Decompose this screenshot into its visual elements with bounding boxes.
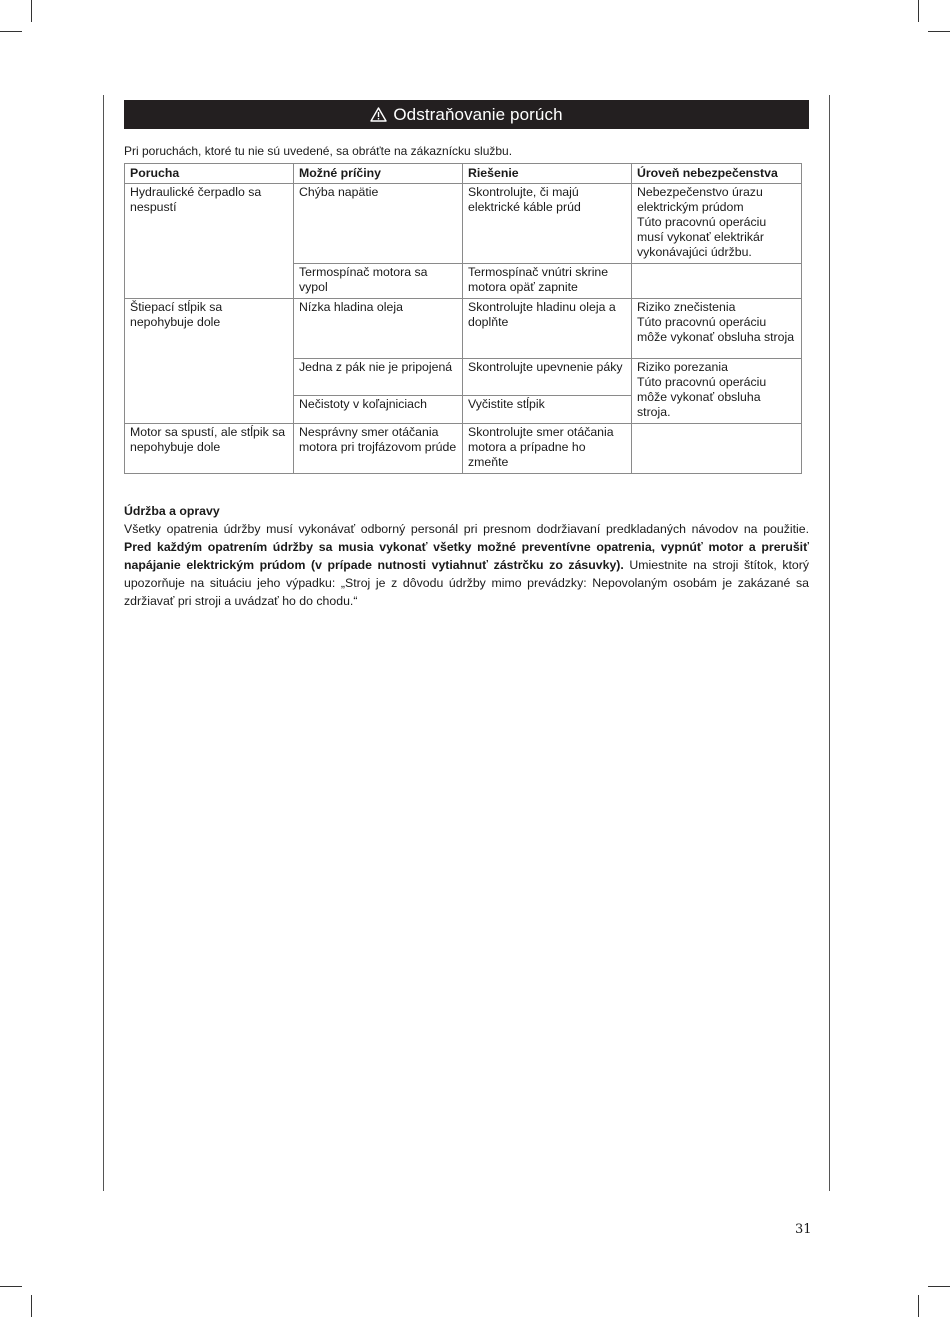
danger-cell: Riziko porezania Túto pracovnú operáciu môže vykonať obsluha stroja.	[632, 359, 802, 424]
table-row	[125, 184, 802, 264]
cause-cell: Jedna z pák nie je pripojená	[294, 359, 463, 396]
solution-cell: Skontrolujte hladinu oleja a doplňte	[463, 299, 632, 359]
table-row	[125, 424, 802, 474]
section-banner	[124, 100, 809, 129]
col-header-solution: Riešenie	[463, 164, 632, 184]
cause-cell: Nízka hladina oleja	[294, 299, 463, 359]
maintenance-section	[124, 502, 809, 610]
solution-cell: Termospínač vnútri skrine motora opäť zapnite	[463, 264, 632, 299]
fault-cell: Štiepací stĺpik sa nepohybuje dole	[125, 299, 294, 424]
solution-cell: Skontrolujte upevnenie páky	[463, 359, 632, 396]
page-number: 31	[795, 1222, 812, 1237]
solution-cell: Vyčistite stĺpik	[463, 395, 632, 423]
maintenance-text-2: Umiestnite na stroji štítok, ktorý upozorňuje na situáciu jeho výpadku: „Stroj je z dôvodu údržby mimo prevádzky: Nepovolaným osobám je zakázané sa zdržiavať pri stroji a uvádzať ho do chodu.“	[124, 558, 810, 608]
crop-mark	[928, 31, 950, 32]
crop-mark	[0, 31, 22, 32]
maintenance-text-bold: Pred každým opatrením údržby sa musia vykonať všetky možné preventívne opatrenia, vypnúť motor a prerušiť napájanie elektrickým prúdom (v prípade nutnosti vytiahnuť zástrčku zo zásuvky).	[124, 540, 809, 572]
troubleshooting-table	[124, 163, 802, 474]
danger-cell: Nebezpečenstvo úrazu elektrickým prúdom Túto pracovnú operáciu musí vykonať elektrikár vykonávajúci údržbu.	[632, 184, 802, 264]
section-title: Odstraňovanie porúch	[393, 104, 563, 124]
maintenance-paragraph	[124, 520, 809, 610]
danger-cell	[632, 424, 802, 474]
cause-cell: Chýba napätie	[294, 184, 463, 264]
table-row	[125, 299, 802, 359]
crop-mark	[918, 1295, 919, 1317]
left-margin-rule	[103, 95, 104, 1191]
cause-cell: Termospínač motora sa vypol	[294, 264, 463, 299]
maintenance-heading: Údržba a opravy	[124, 504, 220, 518]
solution-cell: Skontrolujte smer otáčania motora a prípadne ho zmeňte	[463, 424, 632, 474]
right-margin-rule	[829, 95, 830, 1191]
col-header-fault: Porucha	[125, 164, 294, 184]
cause-cell: Nečistoty v koľajniciach	[294, 395, 463, 423]
crop-mark	[31, 0, 32, 22]
intro-text: Pri poruchách, ktoré tu nie sú uvedené, sa obráťte na zákaznícku službu.	[124, 144, 513, 158]
crop-mark	[0, 1286, 22, 1287]
fault-cell: Motor sa spustí, ale stĺpik sa nepohybuje dole	[125, 424, 294, 474]
crop-mark	[918, 0, 919, 22]
col-header-danger: Úroveň nebezpečenstva	[632, 164, 802, 184]
crop-mark	[928, 1286, 950, 1287]
maintenance-text-1: Všetky opatrenia údržby musí vykonávať odborný personál pri presnom dodržiavaní predkladaných návodov na použitie.	[124, 522, 809, 536]
col-header-causes: Možné príčiny	[294, 164, 463, 184]
cause-cell: Nesprávny smer otáčania motora pri trojfázovom prúde	[294, 424, 463, 474]
fault-cell: Hydraulické čerpadlo sa nespustí	[125, 184, 294, 299]
warning-triangle-icon	[370, 107, 387, 122]
solution-cell: Skontrolujte, či majú elektrické káble prúd	[463, 184, 632, 264]
crop-mark	[31, 1295, 32, 1317]
table-header-row	[125, 164, 802, 184]
danger-cell	[632, 264, 802, 299]
danger-cell: Riziko znečistenia Túto pracovnú operáciu môže vykonať obsluha stroja	[632, 299, 802, 359]
